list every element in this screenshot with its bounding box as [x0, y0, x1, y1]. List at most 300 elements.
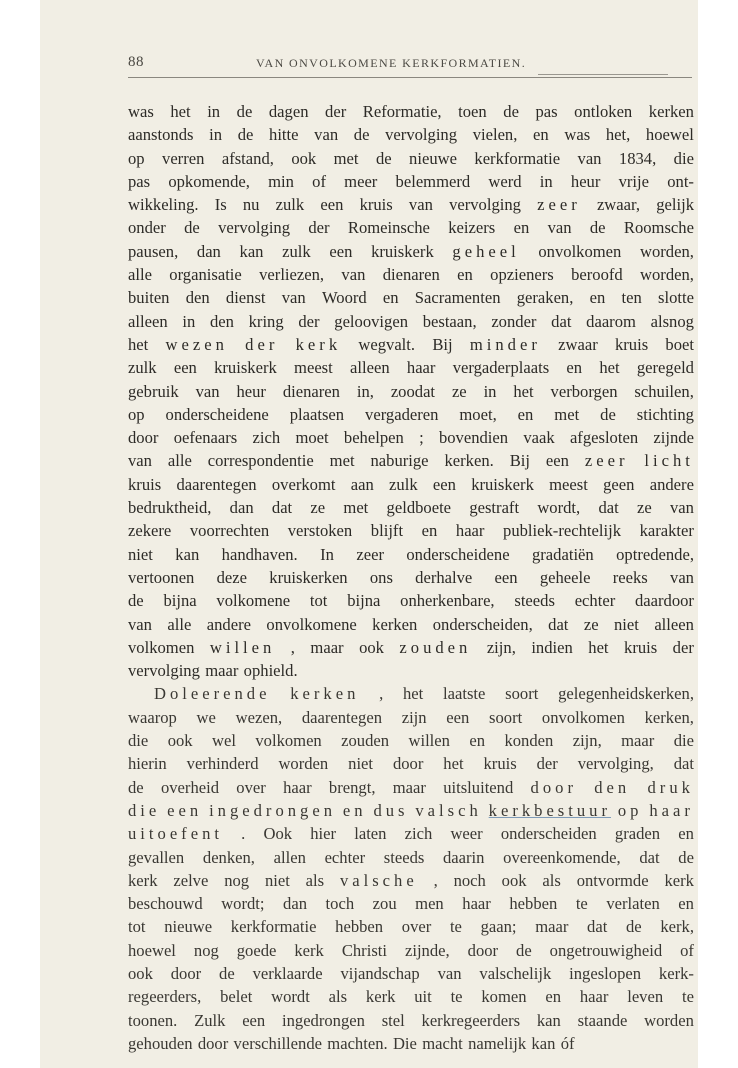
word: en [457, 265, 473, 285]
word: Zulk [194, 1010, 226, 1030]
word: ingeslopen [569, 963, 642, 983]
word: oefenaars [173, 428, 238, 448]
word: wikkeling. [128, 195, 199, 215]
book-page [40, 0, 698, 1068]
text-line [128, 100, 694, 123]
word: worden [644, 1010, 694, 1030]
text-line [128, 729, 694, 752]
word: Bij [432, 334, 453, 354]
word: was [564, 125, 591, 145]
word: ongetrouwigheid [549, 940, 663, 960]
word: pas [535, 102, 558, 121]
word: onherkenbare, [400, 591, 495, 611]
spaced-word: een [167, 800, 203, 820]
word: kerk [128, 870, 158, 890]
word: de [128, 591, 144, 611]
word: goede [236, 940, 277, 960]
word: ook [167, 731, 193, 751]
text-line [128, 776, 694, 799]
word: kerken [372, 614, 418, 634]
spaced-word: geheel [452, 241, 520, 261]
word: het [513, 381, 534, 401]
word: naburige [370, 451, 429, 471]
word: en [566, 358, 583, 378]
text-line [128, 216, 694, 239]
word: kerken. [444, 451, 494, 471]
word: vervolging [449, 195, 521, 215]
word: haar [283, 777, 312, 797]
word: haar [406, 358, 436, 378]
word: of [312, 171, 326, 191]
word: verschillende [233, 1033, 322, 1053]
word: zelve [173, 870, 209, 890]
word: de [237, 125, 254, 145]
word: der [298, 311, 320, 331]
word: kerkformatie [474, 148, 561, 168]
word: op [128, 404, 145, 424]
word: Christi [341, 940, 387, 960]
word: zulk [389, 474, 418, 494]
word: met [333, 148, 359, 168]
word: en [469, 731, 486, 751]
text-line [128, 846, 694, 869]
word: noch [453, 870, 486, 890]
word: der [325, 102, 347, 121]
word: zijn [401, 707, 427, 727]
word: In [320, 544, 334, 564]
word: van [195, 381, 220, 401]
text-line [128, 566, 694, 589]
word: ze [451, 381, 467, 401]
spaced-word: zeer [584, 451, 629, 471]
word: niet [264, 870, 290, 890]
word: maar [310, 637, 344, 657]
word: zonder [491, 311, 537, 331]
spaced-word: druk [647, 777, 694, 797]
word: regeerders, [128, 987, 202, 1007]
word: de [600, 404, 616, 424]
word: op [128, 148, 145, 168]
word: kerk [664, 870, 694, 890]
word: toonen. [128, 1010, 178, 1030]
word: te [575, 894, 588, 914]
word: van [408, 195, 433, 215]
word: kerk- [658, 963, 694, 983]
word: ze [636, 498, 652, 518]
word: niet [128, 544, 153, 564]
word: dat [673, 754, 694, 774]
text-line [128, 380, 694, 403]
word: ook [291, 148, 317, 168]
word: hoewel [128, 940, 176, 960]
word: organisatie [169, 265, 242, 285]
word: en [533, 125, 549, 145]
word: verliezen, [259, 265, 325, 285]
word: vervolging [128, 661, 200, 681]
word: met [329, 451, 355, 471]
word: niet [348, 754, 374, 774]
word: min [268, 171, 294, 191]
spaced-word: die [128, 800, 161, 820]
word: de [678, 847, 694, 867]
word: werd [488, 171, 522, 191]
spaced-word: haar [649, 800, 694, 820]
word: leven [627, 987, 664, 1007]
text-line [128, 962, 694, 985]
word: toen [458, 102, 487, 121]
word: volkomen [255, 731, 322, 751]
word: ze [310, 498, 326, 518]
word: uit [414, 987, 432, 1007]
word: een [494, 567, 518, 587]
word: van [437, 963, 462, 983]
word: en [678, 894, 694, 914]
word: geen [603, 474, 635, 494]
word: , [290, 637, 295, 657]
text-line [128, 147, 694, 170]
text-line [128, 869, 694, 892]
word: onderscheidene [406, 544, 510, 564]
body-text [128, 100, 694, 1055]
word: der [672, 637, 694, 657]
word: zekere [128, 521, 172, 541]
word: willen [408, 731, 450, 751]
word: geloovigen [334, 311, 408, 331]
word: Woord [321, 288, 367, 308]
text-line [128, 752, 694, 775]
spaced-word: kerkbestuur [488, 800, 611, 820]
running-title: VAN ONVOLKOMENE KERKFORMATIEN. [256, 56, 527, 70]
word: hierin [128, 754, 167, 774]
word: zulk [128, 358, 157, 378]
spaced-word: ingedrongen [209, 800, 337, 820]
word: kruis [624, 637, 658, 657]
word: reeks [612, 567, 648, 587]
text-line [128, 403, 694, 426]
word: verborgen [550, 381, 618, 401]
word: onvolkomen [541, 707, 625, 727]
word: den [209, 311, 234, 331]
word: ontloken [574, 102, 633, 121]
word: een [329, 241, 353, 261]
word: ontvormde [576, 870, 649, 890]
word: gelegenheidskerken, [558, 684, 694, 704]
word: zou [372, 894, 397, 914]
word: worden [278, 754, 329, 774]
word: in [539, 171, 553, 191]
text-line [128, 310, 694, 333]
word: gehouden [128, 1033, 193, 1053]
word: graden [614, 824, 661, 844]
word: zich [404, 824, 433, 844]
word: deze [216, 567, 248, 587]
word: Die [392, 1033, 417, 1053]
word: zwaar [558, 334, 598, 354]
word: als [328, 987, 348, 1007]
word: van [314, 125, 339, 145]
word: zulk [282, 241, 311, 261]
word: het [128, 334, 149, 354]
text-line [128, 892, 694, 915]
word: zijn, [486, 637, 516, 657]
text-line [128, 356, 694, 379]
word: kerkformatie [230, 917, 317, 937]
word: hier [310, 824, 337, 844]
word: wel [211, 731, 236, 751]
word: en [517, 404, 534, 424]
word: van [128, 451, 152, 471]
word: optredende, [616, 544, 694, 564]
word: was [128, 102, 154, 121]
word: afstand, [221, 148, 274, 168]
spaced-word: uitoefent [128, 824, 223, 844]
word: het [170, 102, 191, 121]
word: dat [639, 847, 660, 867]
word: Ook [263, 824, 293, 844]
word: aan [350, 474, 374, 494]
word: macht [422, 1033, 463, 1053]
word: het [599, 358, 620, 378]
word: keizers [448, 218, 496, 238]
word: en [421, 521, 438, 541]
spaced-word: zouden [399, 637, 472, 657]
word: opzieners [490, 265, 554, 285]
word: waarop [128, 707, 177, 727]
text-line [128, 473, 694, 496]
word: maar [392, 777, 426, 797]
word: belemmerd [395, 171, 471, 191]
word: we [196, 707, 216, 727]
word: alleen [350, 358, 390, 378]
word: hitte [269, 125, 299, 145]
word: Is [214, 195, 227, 215]
word: ook [359, 637, 384, 657]
word: verren [162, 148, 205, 168]
header-rule [128, 77, 692, 78]
word: zulk [275, 195, 305, 215]
word: denken, [202, 847, 255, 867]
word: behelpen [343, 428, 404, 448]
word: andere [206, 614, 251, 634]
word: onvolkomene [266, 614, 357, 634]
word: heur [236, 381, 266, 401]
text-line [128, 543, 694, 566]
word: de [516, 940, 532, 960]
text-line [128, 333, 694, 356]
word: vielen, [472, 125, 518, 145]
word: worden, [640, 241, 694, 261]
text-line [128, 799, 694, 822]
word: staande [577, 1010, 628, 1030]
text-line [128, 985, 694, 1008]
word: bedruktheid, [128, 498, 212, 518]
paragraph [128, 682, 694, 1055]
word: wezen, [235, 707, 283, 727]
word: alle [128, 265, 152, 285]
word: van [670, 567, 694, 587]
word: het [588, 637, 609, 657]
word: als [305, 870, 325, 890]
word: alleen [128, 311, 168, 331]
word: dat [598, 498, 619, 518]
text-line [128, 286, 694, 309]
word: andere [649, 474, 694, 494]
word: het [403, 684, 424, 704]
word: vervolging [385, 125, 458, 145]
text-line [128, 240, 694, 263]
word: brengt, [328, 777, 376, 797]
word: die [128, 731, 149, 751]
word: die [673, 148, 694, 168]
word: als [542, 870, 561, 890]
word: vaak [523, 428, 555, 448]
word: afgesloten [569, 428, 639, 448]
word: soort [505, 684, 539, 704]
word: in, [356, 381, 374, 401]
word: daarentegen [301, 707, 382, 727]
word: van [341, 265, 366, 285]
text-line [128, 659, 694, 682]
page-number: 88 [128, 54, 144, 70]
word: men [415, 894, 444, 914]
word: kruis [128, 474, 162, 494]
word: geraken, [516, 288, 574, 308]
word: onderscheiden [500, 824, 597, 844]
word: een [432, 474, 456, 494]
word: wegvalt. [358, 334, 416, 354]
word: pausen, [128, 241, 179, 261]
word: dat [548, 614, 569, 634]
word: verstoken [287, 521, 353, 541]
word: zwaar, [596, 195, 641, 215]
word: Sacramenten [414, 288, 501, 308]
word: valschelijk [479, 963, 552, 983]
word: steeds [514, 591, 555, 611]
word: ont- [667, 171, 694, 191]
word: van [547, 218, 572, 238]
word: de [503, 102, 519, 121]
word: nieuwe [164, 917, 213, 937]
text-line [128, 706, 694, 729]
word: het, [605, 125, 631, 145]
word: gradatiën [531, 544, 594, 564]
word: boet [665, 334, 694, 354]
word: een [242, 1010, 266, 1030]
header-rule-faint [538, 74, 668, 75]
word: vrije [618, 171, 650, 191]
word: bijna [163, 591, 197, 611]
word: zeer [356, 544, 384, 564]
word: , [433, 870, 438, 890]
word: kerk [365, 987, 396, 1007]
word: daardoor [634, 591, 694, 611]
word: maar [535, 917, 569, 937]
word: alleen [654, 614, 694, 634]
word: nog [224, 870, 250, 890]
word: Bij [509, 451, 530, 471]
word: moet [295, 428, 329, 448]
text-line [128, 263, 694, 286]
word: kerk [294, 940, 324, 960]
word: haar [579, 987, 609, 1007]
word: hoewel [645, 125, 694, 145]
word: aanstonds [128, 125, 194, 145]
text-line [128, 170, 694, 193]
spaced-word: willen [209, 637, 276, 657]
word: zijnde, [404, 940, 450, 960]
word: worden, [640, 265, 694, 285]
word: nieuwe [409, 148, 457, 168]
word: gevallen [128, 847, 185, 867]
word: verlaten [606, 894, 660, 914]
word: konden [504, 731, 554, 751]
word: daarentegen [176, 474, 257, 494]
word: vervolging [218, 218, 291, 238]
word: kan [531, 1033, 556, 1053]
text-line [128, 426, 694, 449]
word: alsnog [650, 311, 694, 331]
word: alle [167, 451, 192, 471]
text-line [128, 496, 694, 519]
word: pas [128, 171, 151, 191]
word: gaan; [480, 917, 517, 937]
spaced-word: op [617, 800, 643, 820]
word: buiten [128, 288, 170, 308]
word: onderscheiden, [432, 614, 533, 634]
word: toch [325, 894, 355, 914]
word: blijft [370, 521, 404, 541]
word: dan [229, 498, 254, 518]
word: de [236, 102, 253, 121]
word: kerkregeerders [421, 1010, 521, 1030]
word: ; [419, 428, 424, 448]
word: meest [549, 474, 588, 494]
spaced-word: kerk [295, 334, 342, 354]
word: overheid [160, 777, 220, 797]
word: kruiskerk [214, 358, 277, 378]
word: verhinderd [186, 754, 259, 774]
word: haar [455, 521, 485, 541]
word: dienst [225, 288, 266, 308]
word: haar [462, 894, 491, 914]
word: dat [587, 917, 608, 937]
spaced-word: wezen [165, 334, 228, 354]
word: kruiskerk [371, 241, 434, 261]
word: kruis [614, 334, 649, 354]
word: allen [273, 847, 306, 867]
word: gestraft [469, 498, 520, 518]
word: uitsluitend [443, 777, 514, 797]
word: Romeinsche [347, 218, 430, 238]
word: vervolging, [577, 754, 654, 774]
word: een [446, 707, 470, 727]
word: te [450, 987, 463, 1007]
text-line [128, 519, 694, 542]
text-line [128, 589, 694, 612]
word: kan [536, 1010, 561, 1030]
word: dagen [268, 102, 309, 121]
spaced-word: den [594, 777, 631, 797]
word: onder [128, 218, 166, 238]
spaced-word: door [530, 777, 577, 797]
word: slotte [658, 288, 694, 308]
word: van [669, 498, 694, 518]
word: de [353, 125, 370, 145]
word: nu [242, 195, 260, 215]
word: met [343, 498, 369, 518]
word: karakter [639, 521, 694, 541]
word: dan [283, 894, 308, 914]
